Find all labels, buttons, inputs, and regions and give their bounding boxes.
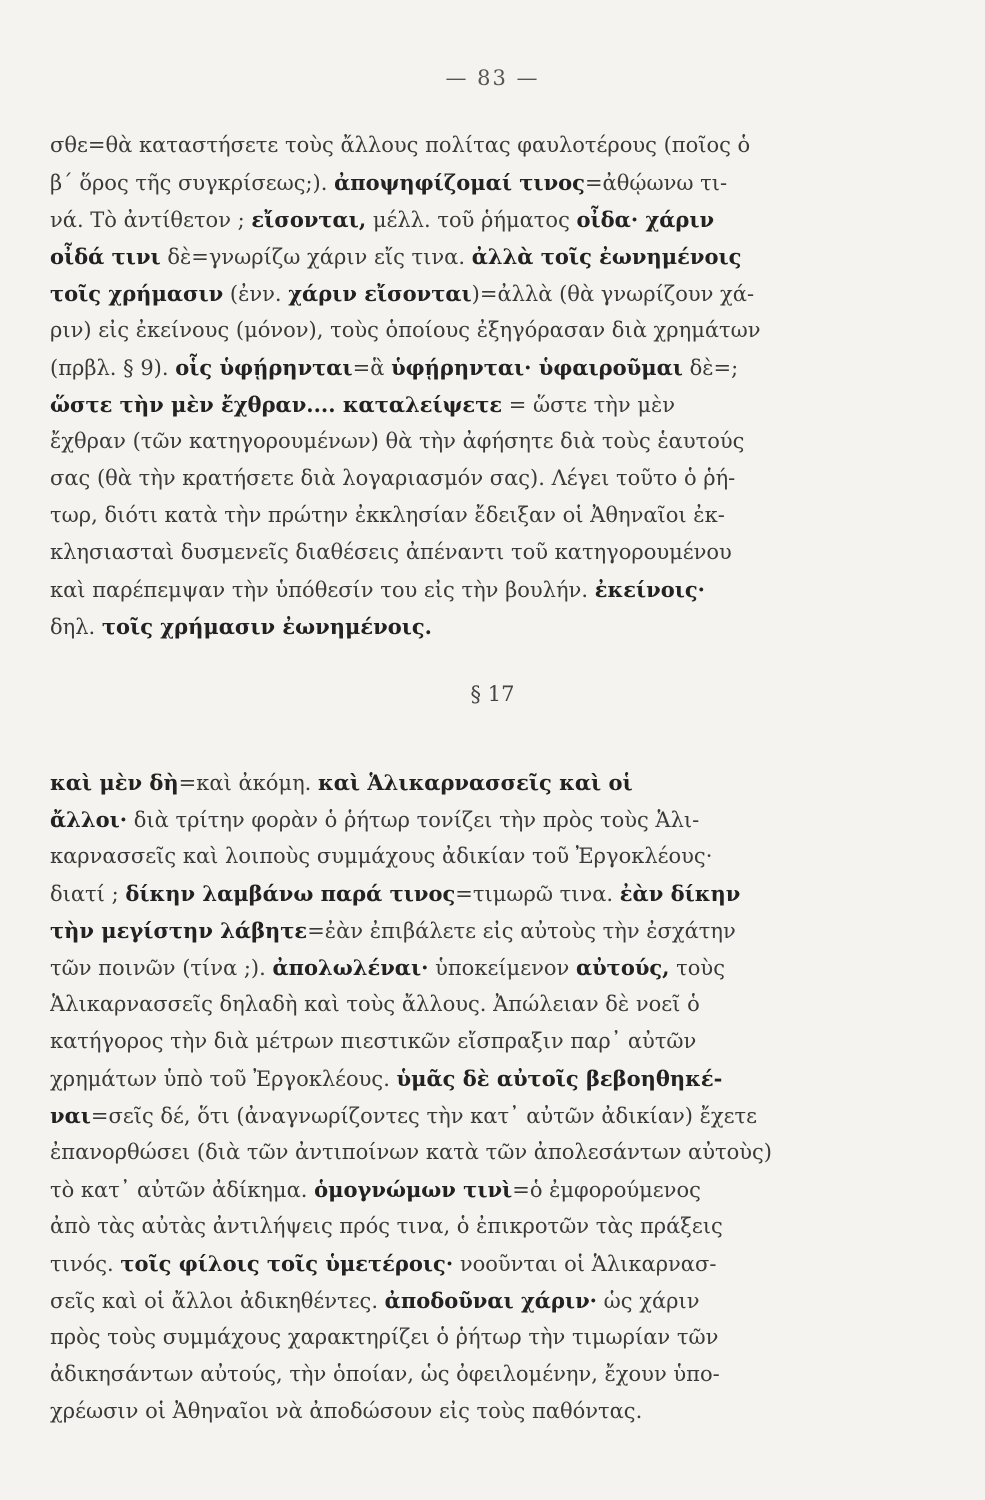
text-line [50, 534, 915, 571]
text-line [50, 497, 915, 534]
text-line [50, 571, 915, 608]
text-line [50, 164, 915, 201]
commentary-text: =ὁ ἐμφορούμενος [512, 1178, 701, 1202]
text-line [50, 608, 915, 645]
lemma-text: δίκην λαμβάνω παρά τινος [125, 881, 456, 906]
text-line [50, 1282, 915, 1319]
commentary-block-2 [50, 764, 915, 1430]
lemma-text: τὴν μεγίστην λάβητε [50, 918, 308, 943]
lemma-text: ὥστε τὴν μὲν ἔχθραν.... καταλείψετε [50, 392, 503, 417]
commentary-text: τῶν ποινῶν (τίνα ;). [50, 956, 273, 980]
lemma-text: αὐτούς, [575, 955, 670, 980]
commentary-text: )=ἀλλὰ (θὰ γνωρίζουν χά- [471, 282, 755, 306]
commentary-text: β΄ ὅρος τῆς συγκρίσεως;). [50, 171, 335, 195]
commentary-text: κατήγορος τὴν διὰ μέτρων πιεστικῶν εἴσπραξιν παρ᾽ αὐτῶν [50, 1029, 697, 1053]
text-line [50, 386, 915, 423]
lemma-text: ἐὰν δίκην [619, 881, 741, 906]
commentary-text: σας (θὰ τὴν κρατήσετε διὰ λογαριασμόν σας). Λέγει τοῦτο ὁ ῥή- [50, 466, 736, 490]
commentary-text: δὲ=; [682, 356, 739, 380]
commentary-text: διατί ; [50, 882, 126, 906]
commentary-text: =ἀθῴωνω τι- [584, 171, 728, 195]
commentary-text: σθε=θὰ καταστήσετε τοὺς ἄλλους πολίτας φαυλοτέρους (ποῖος ὁ [50, 133, 751, 157]
commentary-text: ἀδικησάντων αὐτούς, τὴν ὁποίαν, ὡς ὀφειλομένην, ἔχουν ὑπο- [50, 1362, 720, 1386]
lemma-text: ἀποδοῦναι χάριν· [384, 1288, 597, 1313]
commentary-text: δὲ=γνωρίζω χάριν εἴς τινα. [160, 245, 472, 269]
commentary-text: τὸ κατ᾽ αὐτῶν ἀδίκημα. [50, 1178, 315, 1202]
lemma-text: ἐκείνοις· [594, 577, 705, 602]
text-line [50, 275, 915, 312]
commentary-text: νά. Τὸ ἀντίθετον ; [50, 208, 252, 232]
text-line [50, 201, 915, 238]
lemma-text: εἴσονται, [251, 207, 367, 232]
lemma-text: τοῖς φίλοις τοῖς ὑμετέροις· [120, 1251, 454, 1276]
commentary-text: ριν) εἰς ἐκείνους (μόνον), τοὺς ὁποίους ἐξηγόρασαν διὰ χρημάτων [50, 318, 761, 342]
lemma-text: ναι [50, 1103, 91, 1128]
lemma-text: καὶ μὲν δὴ [50, 770, 179, 795]
page-number: — 83 — [445, 66, 540, 90]
text-line [50, 1393, 915, 1430]
commentary-text: καὶ παρέπεμψαν τὴν ὑπόθεσίν του εἰς τὴν βουλήν. [50, 578, 595, 602]
text-line [50, 460, 915, 497]
text-line [50, 1319, 915, 1356]
lemma-text: οἷς ὑφῄρηνται [175, 355, 353, 380]
text-line [50, 875, 915, 912]
lemma-text: καὶ Ἁλικαρνασσεῖς καὶ οἱ [318, 770, 633, 795]
commentary-text: (ἐνν. [223, 282, 289, 306]
text-line [50, 1097, 915, 1134]
commentary-text: διὰ τρίτην φορὰν ὁ ῥήτωρ τονίζει τὴν πρὸς τοὺς Ἁλι- [127, 808, 700, 832]
commentary-text: ὡς χάριν [596, 1289, 700, 1313]
commentary-text: κλησιασταὶ δυσμενεῖς διαθέσεις ἀπέναντι τοῦ κατηγορουμένου [50, 540, 732, 564]
commentary-text: μέλλ. τοῦ ῥήματος [366, 208, 577, 232]
commentary-text: ὑποκείμενον [428, 956, 576, 980]
commentary-text: =ἃ [352, 356, 392, 380]
text-line [50, 1356, 915, 1393]
text-line [50, 423, 915, 460]
commentary-text: σεῖς καὶ οἱ ἄλλοι ἀδικηθέντες. [50, 1289, 385, 1313]
commentary-text: = ὥστε τὴν μὲν [502, 393, 676, 417]
commentary-text: δηλ. [50, 615, 102, 639]
commentary-text: ἐπανορθώσει (διὰ τῶν ἀντιποίνων κατὰ τῶν ἀπολεσάντων αὐτοὺς) [50, 1140, 772, 1164]
lemma-text: οἶδα· χάριν [576, 207, 715, 232]
text-line [50, 838, 915, 875]
text-line [50, 312, 915, 349]
text-line [50, 349, 915, 386]
lemma-text: ἀπολωλέναι· [272, 955, 429, 980]
lemma-text: ὑμᾶς δὲ αὐτοῖς βεβοηθηκέ- [396, 1066, 723, 1091]
commentary-text: τινός. [50, 1252, 121, 1276]
lemma-text: ὑφῄρηνται· ὑφαιροῦμαι [391, 355, 683, 380]
commentary-text: πρὸς τοὺς συμμάχους χαρακτηρίζει ὁ ῥήτωρ τὴν τιμωρίαν τῶν [50, 1325, 719, 1349]
text-line [50, 801, 915, 838]
text-line [50, 986, 915, 1023]
text-line [50, 1023, 915, 1060]
lemma-text: ἀλλὰ τοῖς ἐωνημένοις [471, 244, 742, 269]
text-line [50, 912, 915, 949]
lemma-text: τοῖς χρήμασιν ἐωνημένοις. [101, 614, 432, 639]
lemma-text: ὁμογνώμων τινὶ [314, 1177, 513, 1202]
commentary-text: καρνασσεῖς καὶ λοιποὺς συμμάχους ἀδικίαν τοῦ Ἐργοκλέους· [50, 844, 713, 868]
lemma-text: ἄλλοι· [50, 807, 128, 832]
commentary-text: =σεῖς δέ, ὅτι (ἀναγνωρίζοντες τὴν κατ᾽ αὐτῶν ἀδικίαν) ἔχετε [90, 1104, 757, 1128]
commentary-text: τωρ, διότι κατὰ τὴν πρώτην ἐκκλησίαν ἔδειξαν οἱ Ἀθηναῖοι ἐκ- [50, 503, 725, 527]
text-line [50, 1245, 915, 1282]
commentary-text: (πρβλ. § 9). [50, 356, 176, 380]
lemma-text: ἀποψηφίζομαί τινος [334, 170, 585, 195]
text-line [50, 949, 915, 986]
text-line [50, 1060, 915, 1097]
commentary-block-1 [50, 127, 915, 645]
commentary-text: χρέωσιν οἱ Ἀθηναῖοι νὰ ἀποδώσουν εἰς τοὺς παθόντας. [50, 1399, 643, 1423]
commentary-text: νοοῦνται οἱ Ἁλικαρνασ- [453, 1252, 717, 1276]
text-line [50, 127, 915, 164]
text-line [50, 764, 915, 801]
commentary-text: ἔχθραν (τῶν κατηγορουμένων) θὰ τὴν ἀφήσητε διὰ τοὺς ἑαυτούς [50, 429, 745, 453]
text-line [50, 238, 915, 275]
commentary-text: ἀπὸ τὰς αὐτὰς ἀντιλήψεις πρός τινα, ὁ ἐπικροτῶν τὰς πράξεις [50, 1214, 723, 1238]
commentary-text: χρημάτων ὑπὸ τοῦ Ἐργοκλέους. [50, 1067, 397, 1091]
commentary-text: Ἁλικαρνασσεῖς δηλαδὴ καὶ τοὺς ἄλλους. Ἀπώλειαν δὲ νοεῖ ὁ [50, 992, 700, 1016]
commentary-text: =ἐὰν ἐπιβάλετε εἰς αὐτοὺς τὴν ἐσχάτην [307, 919, 736, 943]
text-line [50, 1134, 915, 1171]
commentary-text: τοὺς [669, 956, 725, 980]
section-heading: § 17 [470, 682, 515, 706]
lemma-text: τοῖς χρήμασιν [50, 281, 224, 306]
text-line [50, 1171, 915, 1208]
commentary-text: =τιμωρῶ τινα. [455, 882, 620, 906]
lemma-text: χάριν εἴσονται [288, 281, 472, 306]
lemma-text: οἶδά τινι [50, 244, 161, 269]
commentary-text: =καὶ ἀκόμη. [178, 771, 319, 795]
text-line [50, 1208, 915, 1245]
